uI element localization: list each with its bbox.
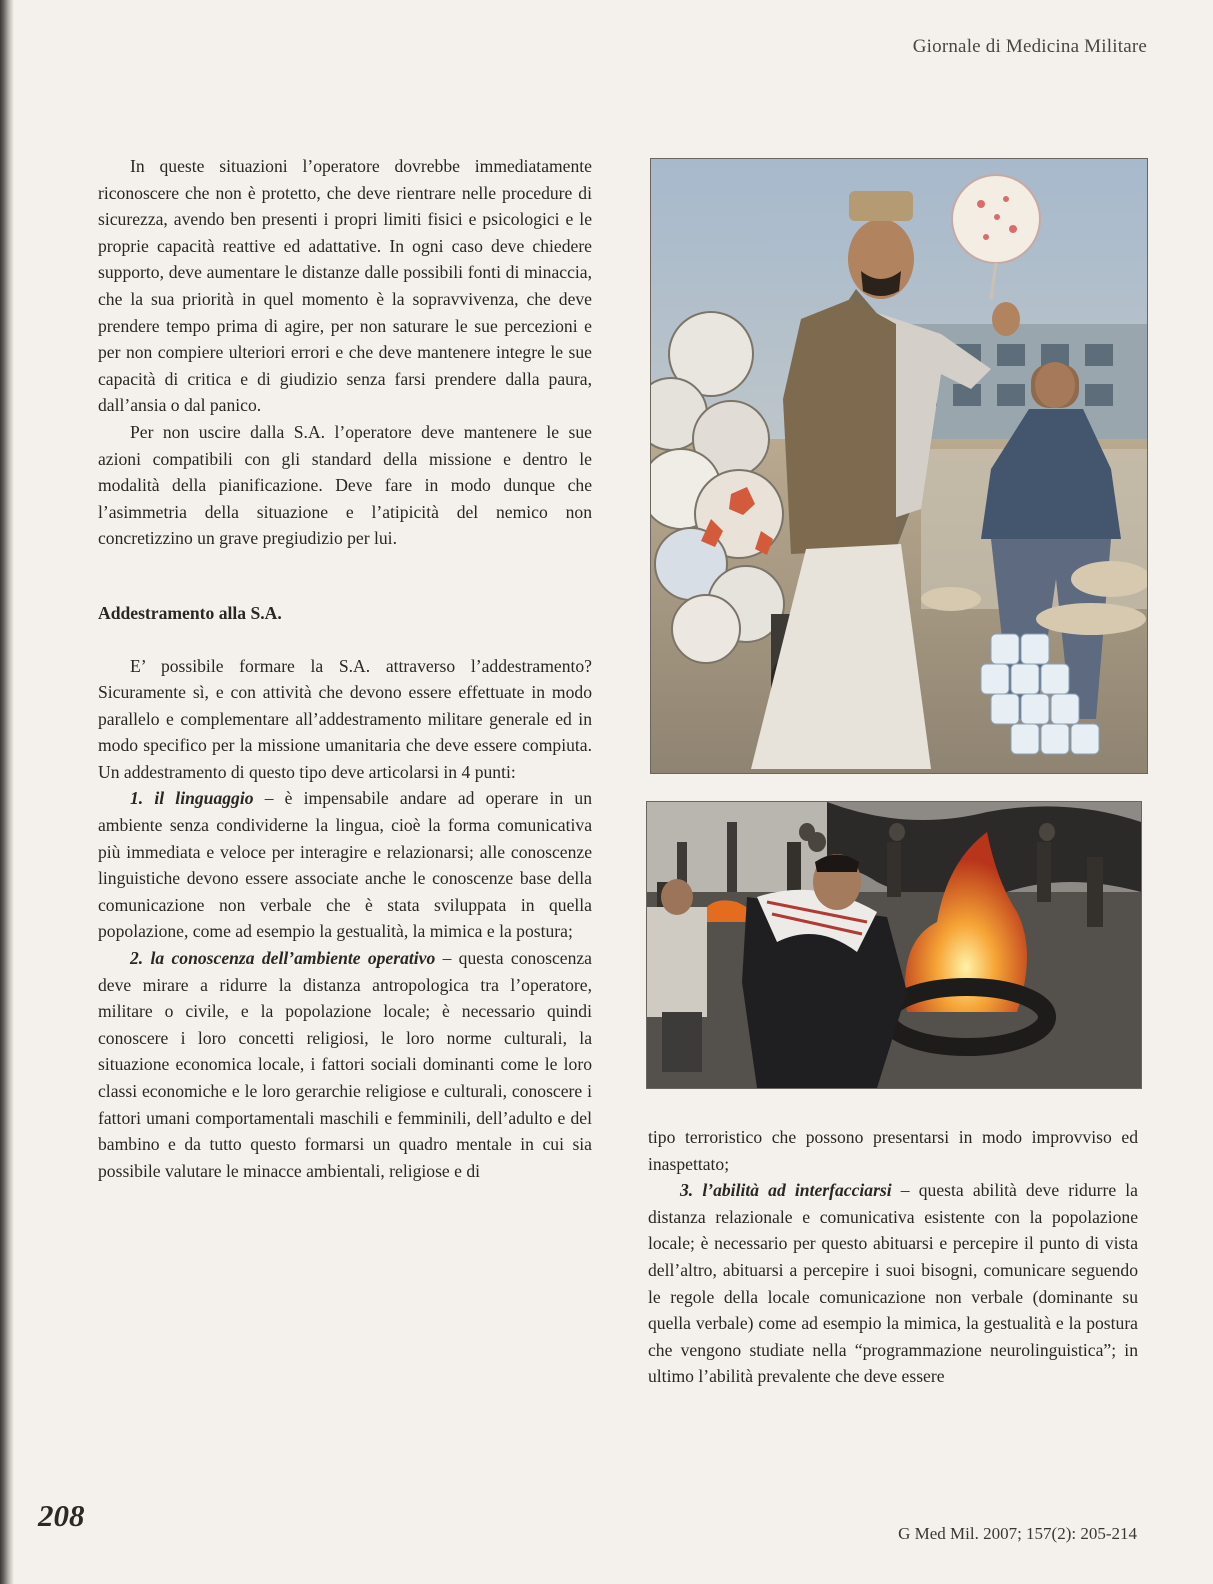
text-interface-ability: – questa abilità deve ridurre la distanza relazionale e comunicativa esistente con la popolazione locale; è necessario per questo abituarsi e percepire il punto di vista dell’altro, abituarsi a percepire i suoi bisogni, comunicare seguendo le regole della locale comunicazione non verbale (dominante su quella verbale) come ad esempio la mimica, la gestualità e la postura che vengono studiate nella “programmazione neurolinguistica”; in ultimo l’abilità prevalente che deve essere [648,1180,1138,1387]
book-spine-shadow [0,0,14,1584]
photo-market-vendor [650,158,1148,774]
paragraph-training-intro: E’ possibile formare la S.A. attraverso l’addestramento? Sicuramente sì, e con attività che devono essere effettuate in modo parallelo e complementare all’addestramento militare generale ed in modo specifico per la missione umanitaria che deve essere compiuta. Un addestramento di questo tipo deve articolarsi in 4 punti: [98,655,592,782]
list-item-language [98,785,592,945]
paragraph-situations: In queste situazioni l’operatore dovrebbe immediatamente riconoscere che non è protetto, che deve rientrare nelle procedure di sicurezza, avendo ben presenti i propri limiti fisici e psicologici e le proprie capacità reattive ed adattative. In ogni caso deve chiedere supporto, deve aumentare le distanze dalle possibili fonti di minaccia, che la sua priorità in quel momento è la sopravvivenza, che deve prendere tempo prima di agire, per non saturare le sue percezioni e per non compiere ulteriori errori e che deve mantenere integre le sue capacità di critica e di giudizio senza farsi prendere dalla paura, dall’ansia o dal panico. [98,156,592,416]
photo-street-fire [646,801,1142,1089]
market-vendor-illustration [651,159,1147,773]
term-operational-environment: 2. la conoscenza dell’ambiente operativo [130,948,436,969]
running-head-journal: Giornale di Medicina Militare [912,36,1147,57]
street-fire-illustration [647,802,1141,1088]
text-language: – è impensabile andare ad operare in un ambiente senza condividerne la lingua, cioè la forma comunicativa più immediata e veloce per interagire e relazionarsi; alle conoscenze linguistiche devono essere associate anche le conoscenze base della comunicazione non verbale che è stata sviluppata in quella popolazione, come ad esempio la gestualità, la mimica e la postura; [98,788,592,942]
paragraph-terrorist-threats: tipo terroristico che possono presentarsi in modo improvviso ed inaspettato; [648,1127,1138,1174]
term-language: 1. il linguaggio [130,788,254,809]
section-title-training: Addestramento alla S.A. [98,602,282,623]
term-interface-ability: 3. l’abilità ad interfacciarsi [680,1180,892,1201]
text-operational-environment: – questa conoscenza deve mirare a ridurre la distanza antropologica tra l’operatore, militare o civile, e la popolazione locale; è necessario quindi conoscere i loro concetti religiosi, le loro norme culturali, la situazione economica locale, i fattori sociali dominanti come le loro classi economiche e le loro gerarchie religiose e culturali, conoscere i fattori umani comportamentali maschili e femminili, dell’adulto e del bambino e da tutto questo formarsi un quadro mentale in cui sia possibile valutare le minacce ambientali, religiose e di [98,948,592,1181]
paragraph-sa-operator: Per non uscire dalla S.A. l’operatore deve mantenere le sue azioni compatibili con gli standard della missione e dentro le modalità della pianificazione. Deve fare in modo dunque che l’asimmetria della situazione e l’atipicità del nemico non concretizzino un grave pregiudizio per lui. [98,421,592,549]
journal-citation: G Med Mil. 2007; 157(2): 205-214 [898,1524,1137,1543]
page-number: 208 [38,1498,85,1533]
right-text-column [648,1124,1138,1390]
list-item-operational-environment [98,945,592,1184]
left-text-column [98,153,592,1184]
list-item-interface-ability [648,1177,1138,1390]
